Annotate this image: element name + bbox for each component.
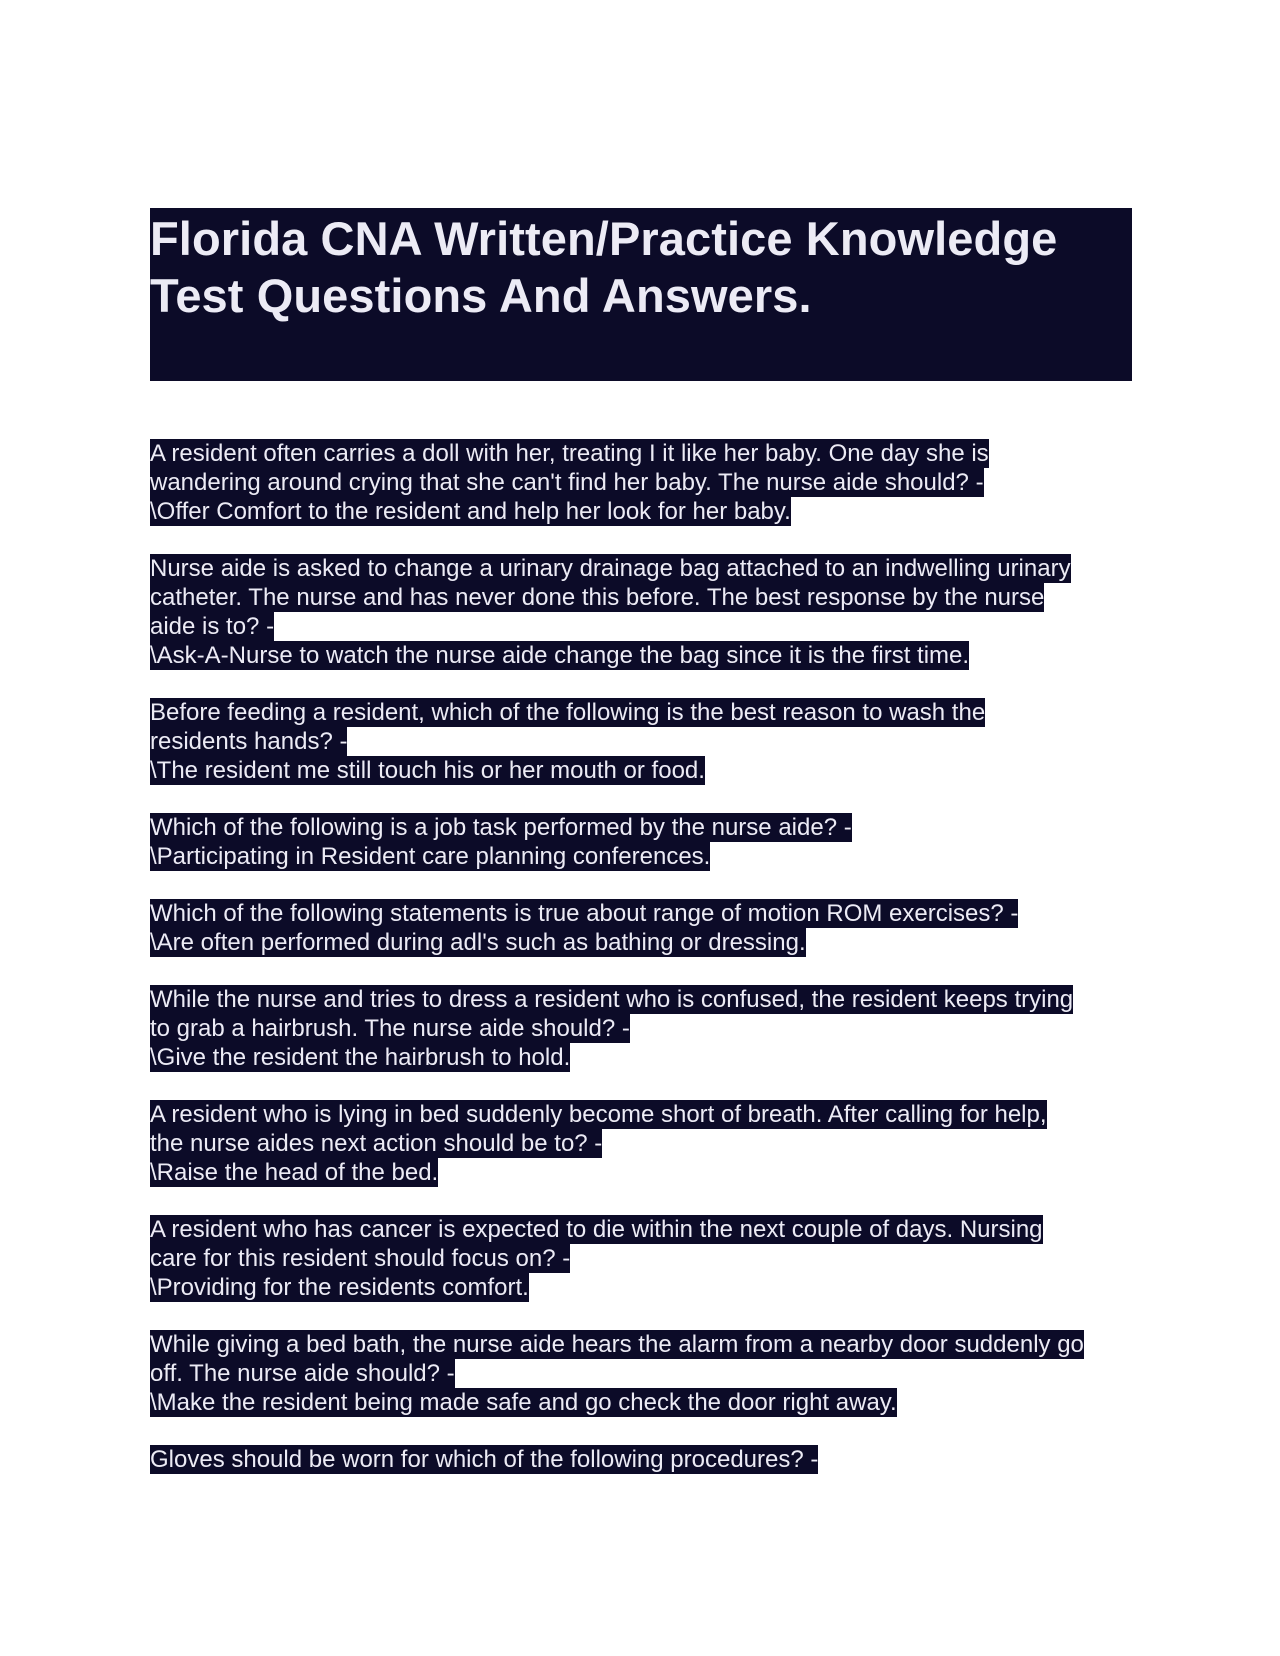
qa-item-8 xyxy=(150,1215,1132,1302)
qa-item-7 xyxy=(150,1100,1132,1187)
qa-line: residents hands? - xyxy=(150,728,348,755)
qa-line: Before feeding a resident, which of the following is the best reason to wash the xyxy=(150,699,986,726)
qa-line: A resident who is lying in bed suddenly become short of breath. After calling for help, xyxy=(150,1101,1047,1128)
qa-line: Gloves should be worn for which of the following procedures? - xyxy=(150,1446,819,1473)
qa-line: Which of the following statements is true about range of motion ROM exercises? - xyxy=(150,900,1019,927)
qa-item-2 xyxy=(150,554,1132,670)
qa-item-5 xyxy=(150,899,1132,957)
qa-answer: \The resident me still touch his or her mouth or food. xyxy=(150,757,705,784)
qa-line: While the nurse and tries to dress a resident who is confused, the resident keeps trying xyxy=(150,986,1074,1013)
qa-line: Which of the following is a job task performed by the nurse aide? - xyxy=(150,814,852,841)
qa-line: A resident who has cancer is expected to die within the next couple of days. Nursing xyxy=(150,1216,1043,1243)
qa-item-4 xyxy=(150,813,1132,871)
qa-item-6 xyxy=(150,985,1132,1072)
qa-line: Nurse aide is asked to change a urinary drainage bag attached to an indwelling urinary xyxy=(150,555,1071,582)
document-page xyxy=(150,208,1132,1502)
qa-item-3 xyxy=(150,698,1132,785)
qa-line: off. The nurse aide should? - xyxy=(150,1360,455,1387)
qa-line: aide is to? - xyxy=(150,613,275,640)
qa-answer: \Ask-A-Nurse to watch the nurse aide change the bag since it is the first time. xyxy=(150,642,970,669)
qa-answer: \Offer Comfort to the resident and help her look for her baby. xyxy=(150,498,791,525)
qa-item-1 xyxy=(150,439,1132,526)
qa-list xyxy=(150,439,1132,1474)
title-block xyxy=(150,208,1132,381)
qa-answer: \Are often performed during adl's such as bathing or dressing. xyxy=(150,929,806,956)
qa-item-10 xyxy=(150,1445,1132,1474)
qa-line: While giving a bed bath, the nurse aide hears the alarm from a nearby door suddenly go xyxy=(150,1331,1084,1358)
qa-line: to grab a hairbrush. The nurse aide should? - xyxy=(150,1015,630,1042)
qa-item-9 xyxy=(150,1330,1132,1417)
qa-answer: \Providing for the residents comfort. xyxy=(150,1274,529,1301)
document-title: Florida CNA Written/Practice Knowledge Test Questions And Answers. xyxy=(150,212,1058,322)
qa-line: A resident often carries a doll with her, treating I it like her baby. One day she is xyxy=(150,440,989,467)
qa-line: wandering around crying that she can't find her baby. The nurse aide should? - xyxy=(150,469,984,496)
qa-answer: \Give the resident the hairbrush to hold. xyxy=(150,1044,571,1071)
qa-line: catheter. The nurse and has never done this before. The best response by the nurse xyxy=(150,584,1045,611)
qa-answer: \Raise the head of the bed. xyxy=(150,1159,439,1186)
qa-answer: \Make the resident being made safe and go check the door right away. xyxy=(150,1389,897,1416)
qa-line: care for this resident should focus on? - xyxy=(150,1245,571,1272)
qa-answer: \Participating in Resident care planning conferences. xyxy=(150,843,711,870)
qa-line: the nurse aides next action should be to? - xyxy=(150,1130,603,1157)
